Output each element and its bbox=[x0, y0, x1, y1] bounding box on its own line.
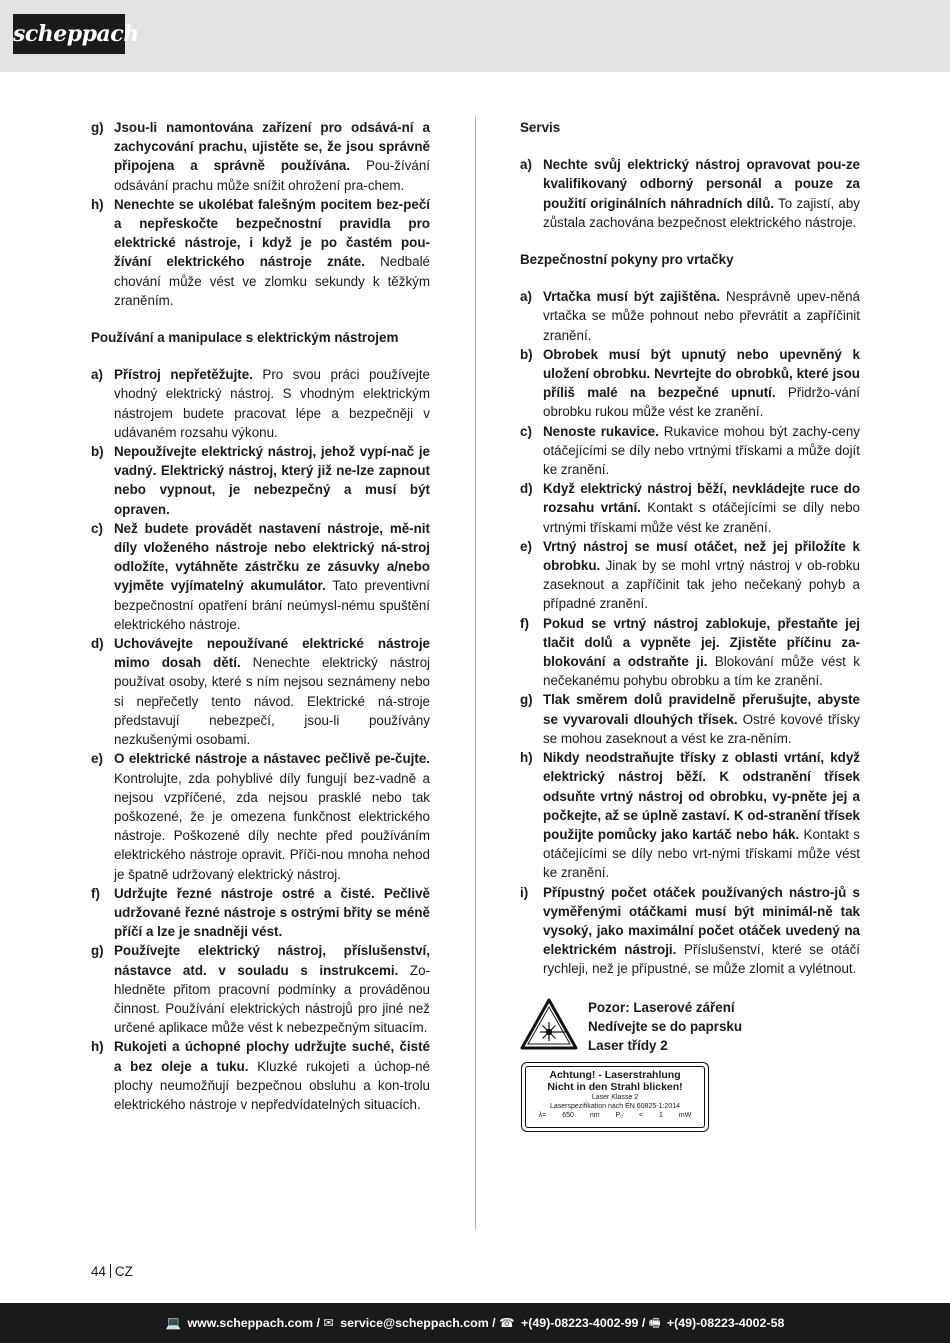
item-bold-text: Rukojeti a úchopné plochy udržujte suché, čisté a bez oleje a tuku. bbox=[114, 1039, 430, 1074]
item-label: e) bbox=[520, 538, 532, 554]
item-body-text: Blokování může vést k nečekanému pohybu obrobku a tím ke zranění. bbox=[543, 654, 860, 689]
item-label: b) bbox=[520, 346, 533, 362]
item-text bbox=[114, 519, 430, 634]
item-body-text: Zo-hledněte přitom pracovní podmínky a prováděnou činnost. Používání elektrických nástrojů pro jiné než určené aplikace může vést k nebezpečným situacím. bbox=[114, 962, 430, 1036]
item-label: b) bbox=[91, 444, 104, 460]
page-number bbox=[91, 1264, 133, 1279]
laser-class-sticker bbox=[521, 1062, 709, 1132]
usage-item bbox=[91, 884, 430, 942]
item-label: e) bbox=[91, 751, 103, 767]
phone-icon: ☎ bbox=[499, 1316, 515, 1330]
usage-item bbox=[91, 1037, 430, 1114]
section-title-drills: Bezpečnostní pokyny pro vrtačky bbox=[520, 252, 734, 268]
item-label: i) bbox=[520, 884, 529, 900]
item-label: g) bbox=[520, 692, 533, 708]
laser-line-3: Laser třídy 2 bbox=[588, 1037, 668, 1053]
item-label: d) bbox=[91, 636, 104, 652]
item-label: f) bbox=[520, 615, 529, 631]
item-text bbox=[543, 479, 860, 537]
item-body-text: Nedbalé chování může vést ve zlomku sekundy k těžkým zraněním. bbox=[114, 254, 430, 308]
safety-item bbox=[91, 195, 430, 310]
left-top-list bbox=[91, 118, 430, 310]
item-text bbox=[543, 748, 860, 882]
footer-phone: +(49)-08223-4002-99 / bbox=[520, 1316, 646, 1330]
item-body-text: Nenechte elektrický nástroj používat osoby, které s ním nejsou seznámeny nebo si nepřečetly tento návod. Elektrické ná-stroje představují nebezpečí, jsou-li používány nezkušenými osobami. bbox=[114, 655, 430, 748]
item-body-text: Jinak by se mohl vrtný nástroj v ob-robku zaseknout a zapříčinit tak jeho nečekaný pohyb a případné zranění. bbox=[543, 558, 860, 612]
item-text bbox=[114, 442, 430, 519]
item-bold-text: Tlak směrem dolů pravidelně přerušujte, abyste se vyvarovali dlouhých třísek. bbox=[543, 692, 860, 727]
laser-warning-icon bbox=[520, 998, 578, 1050]
footer-website[interactable]: www.scheppach.com / bbox=[187, 1316, 320, 1330]
drill-item bbox=[520, 883, 860, 979]
sticker-line-1: Achtung! - Laserstrahlung bbox=[549, 1068, 681, 1081]
item-body-text: Ostré kovové třísky se mohou zaseknout a vést ke zra-něním. bbox=[543, 711, 860, 746]
item-label: a) bbox=[520, 289, 532, 305]
item-body-text: Příslušenství, které se otáčí rychleji, než je přípustné, se může zlomit a vylétnout. bbox=[543, 942, 860, 977]
usage-item bbox=[91, 365, 430, 442]
item-text bbox=[114, 118, 430, 195]
item-text bbox=[543, 614, 860, 691]
sticker-line-5 bbox=[526, 1111, 704, 1120]
laser-warning-block bbox=[520, 998, 860, 1158]
laser-line-2: Nedívejte se do paprsku bbox=[588, 1018, 743, 1034]
service-item bbox=[520, 155, 860, 232]
item-bold-text: Jsou-li namontována zařízení pro odsává-ní a zachycování prachu, ujistěte se, že jsou správně připojena a správně používána. bbox=[114, 120, 430, 174]
item-bold-text: Nechte svůj elektrický nástroj opravovat pou-ze kvalifikovaný odborný personál a pouze za použití originálních náhradních dílů. bbox=[543, 157, 860, 211]
item-body-text: To zajistí, aby zůstala zachována bezpečnost elektrického nástroje. bbox=[543, 195, 860, 230]
item-body-text: Rukavice mohou být zachy-ceny otáčejícími se díly nebo vrtnými třískami a může dojít ke zranění. bbox=[543, 423, 860, 478]
laser-warning-text bbox=[588, 998, 742, 1056]
sticker-wavelength: λ= 650 nm bbox=[538, 1111, 600, 1119]
drill-safety-list bbox=[520, 287, 860, 978]
drill-item bbox=[520, 422, 860, 480]
item-text bbox=[543, 690, 860, 748]
page-separator bbox=[110, 1264, 111, 1278]
item-label: g) bbox=[91, 943, 104, 959]
item-bold-text: Než budete provádět nastavení nástroje, mě-nit díly vloženého nástroje nebo elektrický ná-stroj odložíte, vytáhněte zástrčku ze zásuvky a/nebo vyjměte vyjímatelný akumulátor. bbox=[114, 520, 430, 594]
item-bold-text: Vrtačka musí být zajištěna. bbox=[543, 289, 721, 305]
usage-item bbox=[91, 634, 430, 749]
footer-fax: +(49)-08223-4002-58 bbox=[666, 1316, 785, 1330]
item-label: a) bbox=[520, 157, 532, 173]
item-bold-text: Pokud se vrtný nástroj zablokuje, přestaňte jej tlačit dolů a vypněte jej. Zjistěte příčinu za-blokování a odstraňte ji. bbox=[543, 615, 860, 670]
item-body-text: Kontakt s otáčejícími se díly nebo vrt-nými třískami může vést ke zranění. bbox=[543, 826, 861, 881]
item-text bbox=[543, 287, 860, 345]
footer-bar bbox=[0, 1303, 950, 1343]
computer-icon: 💻 bbox=[165, 1316, 182, 1330]
item-bold-text: Nenoste rukavice. bbox=[543, 423, 659, 439]
drill-item bbox=[520, 748, 860, 882]
item-label: c) bbox=[91, 520, 103, 536]
item-text bbox=[543, 155, 860, 232]
usage-item bbox=[91, 442, 430, 519]
right-column bbox=[520, 118, 860, 1158]
item-body-text: Pro svou práci používejte vhodný elektrický nástroj. S vhodným elektrickým nástrojem budete pracovat lépe a bezpečněji v udávaném rozsahu výkonu. bbox=[114, 367, 430, 440]
item-bold-text: Nepoužívejte elektrický nástroj, jehož vypí-nač je vadný. Elektrický nástroj, který již ne-lze zapnout nebo vypnout, je nebezpečný a musí být opraven. bbox=[114, 444, 430, 517]
header-bar bbox=[0, 0, 950, 72]
page-number-value: 44 bbox=[91, 1264, 106, 1279]
item-bold-text: Udržujte řezné nástroje ostré a čisté. Pečlivě udržované řezné nástroje s ostrými břity se méně příčí a lze je snadněji vést. bbox=[114, 885, 430, 940]
item-label: h) bbox=[91, 1039, 104, 1055]
mail-icon: ✉ bbox=[323, 1316, 334, 1330]
item-label: a) bbox=[91, 367, 103, 383]
item-bold-text: Když elektrický nástroj běží, nevkládejte ruce do rozsahu vrtání. bbox=[543, 481, 860, 516]
section-title-usage: Používání a manipulace s elektrickým nástrojem bbox=[91, 330, 399, 346]
item-body-text: Kontrolujte, zda pohyblivé díly fungují bez-vadně a nejsou vzpříčené, zda nejsou prasklé nebo tak poškozené, že je omezena funkčnost elektrického nástroje. Poškozené díly nechte před používáním elektrického nástroje opravit. Příči-nou mnoha nehod je špatně udržovaný elektrický nástroj. bbox=[114, 770, 430, 882]
item-label: c) bbox=[520, 423, 532, 439]
item-text bbox=[114, 634, 430, 749]
item-label: f) bbox=[91, 885, 100, 901]
item-text bbox=[543, 883, 860, 979]
item-bold-text: Uchovávejte nepoužívané elektrické nástroje mimo dosah dětí. bbox=[114, 636, 430, 671]
page-language: CZ bbox=[114, 1264, 133, 1279]
drill-item bbox=[520, 614, 860, 691]
drill-item bbox=[520, 287, 860, 345]
section-title-service: Servis bbox=[520, 120, 561, 135]
item-bold-text: Nikdy neodstraňujte třísky z oblasti vrtání, když elektrický nástroj běží. K odstranění třísek odsuňte vrtný nástroj od obrobku, vy-pněte jej a počkejte, až se úplně zastaví. K od-stranění třísek použijte pomůcky jako kartáč nebo hák. bbox=[543, 750, 860, 842]
item-label: h) bbox=[91, 196, 104, 212]
drill-item bbox=[520, 537, 860, 614]
sticker-line-3: Laser Klasse 2 bbox=[591, 1093, 639, 1101]
item-text bbox=[114, 365, 430, 442]
fax-icon: 🖷 bbox=[648, 1316, 661, 1330]
sticker-line-2: Nicht in den Strahl blicken! bbox=[547, 1080, 683, 1093]
sticker-line-4: Laserspezifikation nach EN 60825-1:2014 bbox=[550, 1102, 680, 1110]
item-text bbox=[114, 1037, 430, 1114]
item-bold-text: Nenechte se ukolébat falešným pocitem bez-pečí a nepřeskočte bezpečnostní pravidla pro elektrické nástroje, i když je po častém pou-žívání elektrického nástroje znáte. bbox=[114, 196, 430, 270]
scheppach-logo: scheppach bbox=[13, 14, 125, 54]
item-body-text: Kontakt s otáčejícími se díly nebo vrtnými třískami může vést ke zranění. bbox=[543, 500, 860, 535]
item-bold-text: Obrobek musí být upnutý nebo upevněný k uložení obrobku. Nevrtejte do obrobků, které jsou příliš malé na bezpečné upnutí. bbox=[543, 346, 860, 401]
usage-item bbox=[91, 941, 430, 1037]
item-label: h) bbox=[520, 750, 533, 766]
item-bold-text: Přístroj nepřetěžujte. bbox=[114, 367, 253, 383]
item-text bbox=[543, 537, 860, 614]
item-text bbox=[114, 884, 430, 942]
footer-email[interactable]: service@scheppach.com / bbox=[340, 1316, 496, 1330]
item-text bbox=[543, 345, 860, 422]
drill-item bbox=[520, 690, 860, 748]
item-body-text: Pou-žívání odsávání prachu může snížit ohrožení pra-chem. bbox=[114, 158, 431, 193]
item-body-text: Přidržo-vání obrobku rukou může vést ke zranění. bbox=[543, 385, 860, 420]
safety-item bbox=[91, 118, 430, 195]
usage-list bbox=[91, 365, 430, 1114]
usage-item bbox=[91, 749, 430, 883]
usage-item bbox=[91, 519, 430, 634]
drill-item bbox=[520, 345, 860, 422]
laser-line-1: Pozor: Laserové záření bbox=[588, 999, 735, 1015]
item-body-text: Tato preventivní bezpečnostní opatření brání neúmysl-nému spuštění elektrického nástroje. bbox=[114, 578, 430, 632]
item-bold-text: Používejte elektrický nástroj, příslušenství, nástavce atd. v souladu s instrukcemi. bbox=[114, 943, 430, 978]
sticker-inner-frame bbox=[525, 1066, 705, 1128]
item-text bbox=[114, 941, 430, 1037]
item-bold-text: Vrtný nástroj se musí otáčet, než jej přiložíte k obrobku. bbox=[543, 538, 860, 574]
item-label: g) bbox=[91, 120, 104, 135]
item-body-text: Nesprávně upev-něná vrtačka se může pohnout nebo převrátit a zapříčinit zranění. bbox=[543, 289, 861, 343]
item-label: d) bbox=[520, 481, 533, 497]
drill-item bbox=[520, 479, 860, 537]
left-column bbox=[91, 118, 430, 1114]
item-text bbox=[114, 749, 430, 883]
item-body-text: Kluzké rukojeti a úchop-né plochy neumožňují bezpečnou obsluhu a kon-trolu elektrického nástroje v nepředvídatelných situacích. bbox=[114, 1058, 430, 1112]
column-divider bbox=[475, 116, 476, 1230]
item-bold-text: O elektrické nástroje a nástavec pečlivě pe-čujte. bbox=[114, 751, 430, 767]
item-text bbox=[543, 422, 860, 480]
sticker-power: P₀ < 1 mW bbox=[615, 1111, 692, 1119]
item-bold-text: Přípustný počet otáček používaných nástro-jů s vyměřenými otáčkami musí být minimál-ně tak vysoký, jako maximální počet otáček uvedený na elektrickém nástroji. bbox=[543, 884, 860, 958]
service-list bbox=[520, 155, 860, 232]
item-text bbox=[114, 195, 430, 310]
